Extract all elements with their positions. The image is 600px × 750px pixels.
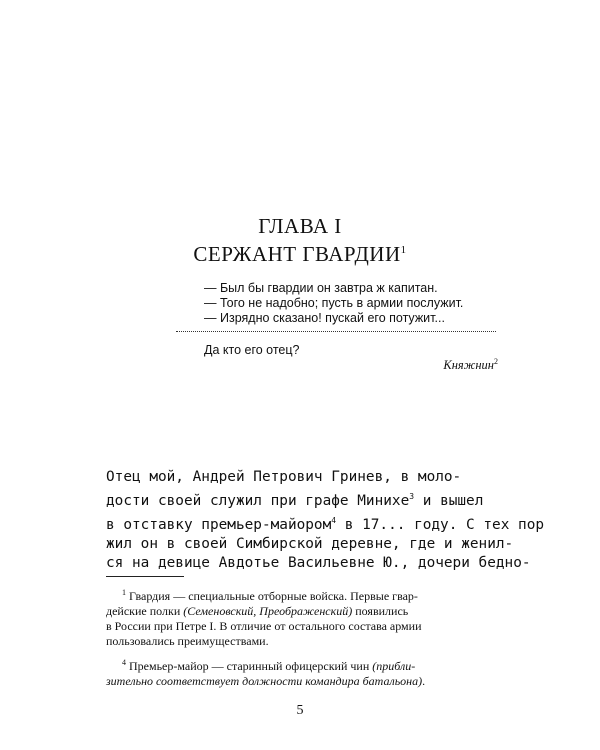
footnote-text: дейские полки [106,604,184,618]
page-number: 5 [296,703,304,718]
body-line [106,487,494,511]
epigraph-question: Да кто его отец? [204,343,300,357]
footnote-divider [106,576,184,577]
footnote-text: пользовались преимуществами. [106,634,269,648]
footnote-text: в России при Петре I. В отличие от остального состава армии [106,619,422,633]
chapter-title-text: СЕРЖАНТ ГВАРДИИ [193,242,401,266]
footnote-number: 1 [122,588,126,597]
footnote-text: Гвардия — специальные отборные войска. Первые гвар- [129,589,418,603]
body-text: в 17... году. С тех пор [336,516,545,533]
footnote-text: . [422,674,426,688]
body-text: Отец мой, Андрей Петрович Гринев, в моло- [106,469,462,485]
footnote-line [106,655,498,674]
epigraph-author [443,357,498,373]
footnote-text: появились [352,604,409,618]
epigraph-line: — Изрядно сказано! пускай его потужит... [204,311,445,325]
footnote-line [106,674,498,689]
body-text: в отставку премьер-майором [106,516,332,533]
epigraph-line: — Того не надобно; пусть в армии послужит. [204,296,464,310]
footnote-number: 4 [122,658,126,667]
body-paragraph [106,468,545,573]
body-text: жил он в своей Симбирской деревне, где и женил- [106,535,514,552]
footnote-line [106,604,498,619]
footnote-text-italic: (Семеновский, Преображенский) [183,604,353,618]
body-footnote-ref[interactable]: 3 [409,492,415,501]
chapter-number: ГЛАВА I [258,214,342,238]
body-text: и вышел [414,492,484,509]
chapter-title-footnote-ref[interactable]: 1 [400,244,407,256]
body-line [106,554,531,573]
body-footnote-ref[interactable]: 4 [331,515,337,525]
footnotes [106,585,498,689]
body-line [106,535,514,554]
epigraph-dotted-divider [176,331,496,332]
footnote-line [106,634,498,649]
body-text: ся на девице Авдотье Васильевне Ю., дочери бедно- [106,554,531,571]
body-line [106,468,494,487]
body-line [106,511,545,535]
chapter-title [0,242,600,267]
epigraph-author-footnote-ref[interactable]: 2 [494,357,498,366]
epigraph-line: — Был бы гвардии он завтра ж капитан. [204,281,438,295]
footnote-text: Премьер-майор — старинный офицерский чин [129,659,373,673]
epigraph [204,281,494,326]
footnote-text-italic: зительно соответствует должности командира батальона) [106,674,423,688]
footnote-line [106,619,498,634]
epigraph-author-name: Княжнин [443,358,494,373]
body-text: дости своей служил при графе Минихе [106,492,410,509]
footnote-line [106,585,498,604]
footnote-text-italic: (прибли- [372,659,416,673]
